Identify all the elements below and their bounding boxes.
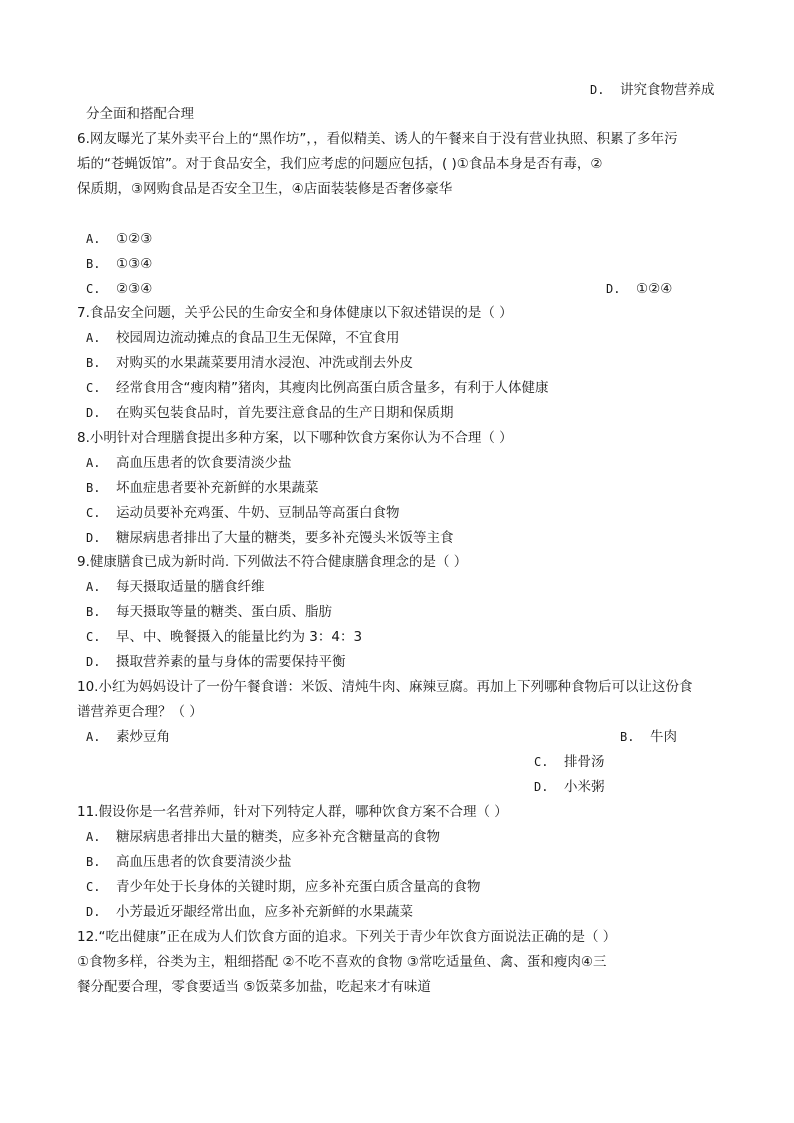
- option-text: ①②④: [636, 281, 673, 297]
- option-text: 每天摄取等量的糖类、蛋白质、脂肪: [116, 604, 332, 620]
- option-letter: C.: [86, 880, 101, 894]
- q6-stem-line-2: 垢的“苍蝇饭馆”。对于食品安全，我们应考虑的问题应包括，( )①食品本身是否有毒，②: [77, 156, 603, 172]
- q9-option-b: [86, 602, 332, 622]
- option-text: ②③④: [116, 281, 153, 297]
- option-text: 坏血症患者要补充新鲜的水果蔬菜: [116, 480, 319, 496]
- q6-option-d: [606, 279, 672, 299]
- q7-stem: 7.食品安全问题，关乎公民的生命安全和身体健康以下叙述错误的是（ ）: [77, 305, 513, 321]
- q12-stem-line-3: 餐分配要合理，零食要适当 ⑤饭菜多加盐，吃起来才有味道: [77, 979, 431, 995]
- option-text: ①③④: [116, 256, 153, 272]
- q7-option-a: [86, 328, 400, 348]
- option-text: 高血压患者的饮食要清淡少盐: [116, 854, 292, 870]
- option-letter: D.: [86, 655, 101, 669]
- option-letter: D.: [86, 406, 101, 420]
- option-letter: A.: [86, 580, 101, 594]
- option-letter: B.: [86, 605, 101, 619]
- option-letter: B.: [86, 356, 101, 370]
- q10-stem-line-2: 谱营养更合理？（ ）: [77, 704, 203, 720]
- q6-stem-line-1: 6.网友曝光了某外卖平台上的“黑作坊”，，看似精美、诱人的午餐来自于没有营业执照、积累了多年污: [77, 131, 678, 147]
- q11-stem: 11.假设你是一名营养师，针对下列特定人群，哪种饮食方案不合理（ ）: [77, 804, 508, 820]
- option-letter: A.: [86, 830, 101, 844]
- option-text: 早、中、晚餐摄入的能量比约为 3：4：3: [116, 629, 363, 645]
- option-letter: B.: [86, 481, 101, 495]
- option-letter: D.: [606, 282, 621, 296]
- q6-option-a: [86, 229, 152, 249]
- q7-option-b: [86, 353, 413, 373]
- option-text: 素炒豆角: [116, 729, 170, 745]
- q11-option-d: [86, 902, 413, 922]
- q9-stem: 9.健康膳食已成为新时尚. 下列做法不符合健康膳食理念的是（ ）: [77, 554, 468, 570]
- option-letter: B.: [86, 257, 101, 271]
- option-letter: A.: [86, 456, 101, 470]
- option-letter: C.: [86, 630, 101, 644]
- option-text: 在购买包装食品时，首先要注意食品的生产日期和保质期: [116, 405, 454, 421]
- q7-option-d: [86, 403, 454, 423]
- option-text: 小米粥: [564, 779, 605, 795]
- q12-stem-line-2: ①食物多样，谷类为主，粗细搭配 ②不吃不喜欢的食物 ③常吃适量鱼、禽、蛋和瘦肉④三: [77, 954, 607, 970]
- option-text: 经常食用含“瘦肉精”猪肉，其瘦肉比例高蛋白质含量多，有利于人体健康: [116, 380, 549, 396]
- q8-option-a: [86, 453, 292, 473]
- option-text: ①②③: [116, 231, 153, 247]
- q11-option-c: [86, 877, 481, 897]
- option-letter: B.: [86, 855, 101, 869]
- q8-option-d: [86, 528, 454, 548]
- q8-stem: 8.小明针对合理膳食提出多种方案，以下哪种饮食方案你认为不合理（ ）: [77, 430, 513, 446]
- q11-option-b: [86, 852, 292, 872]
- q8-option-b: [86, 478, 319, 498]
- option-text: 糖尿病患者排出大量的糖类，应多补充含糖量高的食物: [116, 829, 440, 845]
- option-letter: A.: [86, 331, 101, 345]
- option-letter: C.: [86, 282, 101, 296]
- q11-option-a: [86, 827, 440, 847]
- option-letter: C.: [534, 755, 549, 769]
- q7-option-c: [86, 378, 549, 398]
- option-text: 讲究食物营养成: [620, 82, 715, 98]
- option-letter: A.: [86, 730, 101, 744]
- q9-option-a: [86, 577, 265, 597]
- q6-stem-line-3: 保质期，③网购食品是否安全卫生，④店面装装修是否奢侈豪华: [77, 181, 453, 197]
- q9-option-c: [86, 627, 362, 647]
- option-text: 校园周边流动摊点的食品卫生无保障，不宜食用: [116, 330, 400, 346]
- q5-option-d: [590, 80, 715, 100]
- q10-option-b: [620, 727, 677, 747]
- option-letter: D.: [534, 780, 549, 794]
- option-letter: C.: [86, 506, 101, 520]
- option-text: 排骨汤: [564, 754, 605, 770]
- q9-option-d: [86, 652, 346, 672]
- option-letter: B.: [620, 730, 635, 744]
- option-text: 牛肉: [650, 729, 677, 745]
- option-text: 每天摄取适量的膳食纤维: [116, 579, 265, 595]
- option-letter: D.: [86, 905, 101, 919]
- option-text: 高血压患者的饮食要清淡少盐: [116, 455, 292, 471]
- option-letter: D.: [86, 531, 101, 545]
- q8-option-c: [86, 503, 400, 523]
- option-letter: C.: [86, 381, 101, 395]
- q5-continuation: 分全面和搭配合理: [86, 106, 194, 122]
- q10-stem-line-1: 10.小红为妈妈设计了一份午餐食谱：米饭、清炖牛肉、麻辣豆腐。再加上下列哪种食物后可以让这份食: [77, 679, 693, 695]
- q10-option-c: [534, 752, 605, 772]
- option-text: 对购买的水果蔬菜要用清水浸泡、冲洗或削去外皮: [116, 355, 413, 371]
- option-text: 青少年处于长身体的关键时期，应多补充蛋白质含量高的食物: [116, 879, 481, 895]
- option-text: 运动员要补充鸡蛋、牛奶、豆制品等高蛋白食物: [116, 505, 400, 521]
- option-letter: D.: [590, 83, 605, 97]
- q12-stem-line-1: 12.“吃出健康”正在成为人们饮食方面的追求。下列关于青少年饮食方面说法正确的是（ ）: [77, 929, 617, 945]
- q10-option-d: [534, 777, 605, 797]
- option-letter: A.: [86, 232, 101, 246]
- option-text: 摄取营养素的量与身体的需要保持平衡: [116, 654, 346, 670]
- q6-option-b: [86, 254, 152, 274]
- option-text: 糖尿病患者排出了大量的糖类，要多补充馒头米饭等主食: [116, 530, 454, 546]
- q6-option-c: [86, 279, 152, 299]
- q10-option-a: [86, 727, 170, 747]
- option-text: 小芳最近牙龈经常出血，应多补充新鲜的水果蔬菜: [116, 904, 413, 920]
